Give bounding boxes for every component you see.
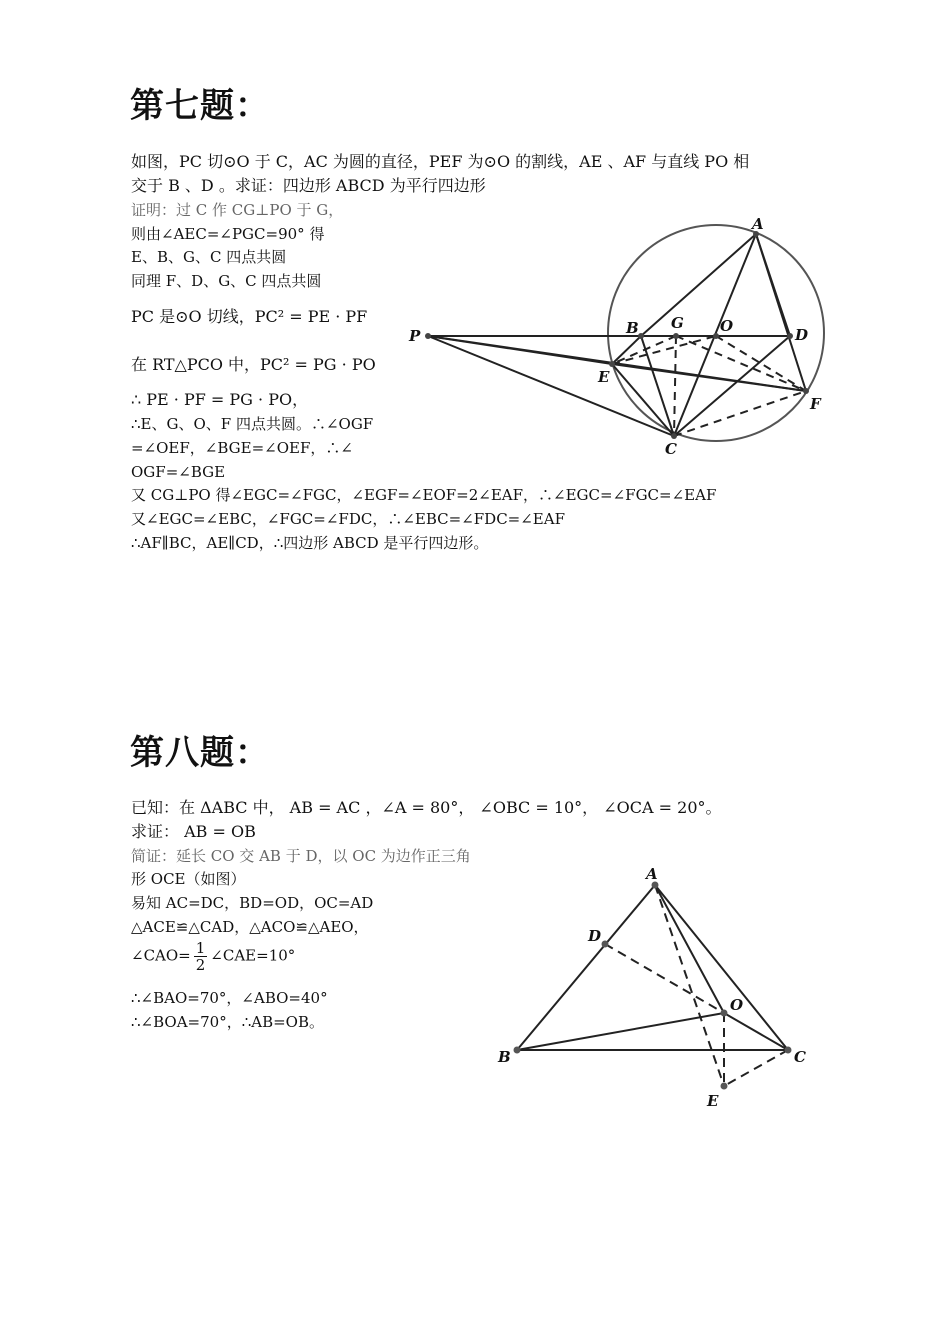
p7-line-14: 又∠EGC=∠EBC，∠FGC=∠FDC，∴∠EBC=∠FDC=∠EAF: [131, 510, 565, 528]
p7-line-10: ∴E、G、O、F 四点共圆。∴∠OGF: [131, 415, 374, 433]
label-b: B: [626, 319, 639, 337]
p7-line-11: =∠OEF，∠BGE=∠OEF，∴∠: [131, 439, 353, 457]
p7-line-13: 又 CG⊥PO 得∠EGC=∠FGC，∠EGF=∠EOF=2∠EAF，∴∠EGC=∠FGC=∠EAF: [131, 486, 717, 504]
p8-line-8: ∴∠BOA=70°，∴AB=OB。: [131, 1013, 324, 1031]
label-d: D: [795, 326, 809, 344]
label-o8: O: [730, 996, 744, 1014]
label-o: O: [720, 317, 734, 335]
p8-line-4: 形 OCE（如图）: [131, 870, 246, 888]
p8-line-5: 易知 AC=DC，BD=OD，OC=AD: [131, 894, 374, 912]
label-p: P: [409, 327, 421, 345]
label-a: A: [752, 215, 764, 233]
label-e: E: [598, 368, 610, 386]
p7-line-12: OGF=∠BGE: [131, 463, 226, 481]
p8-line-7: ∴∠BAO=70°，∠ABO=40°: [131, 989, 328, 1007]
p7-line-5: E、B、G、C 四点共圆: [131, 248, 287, 266]
p8-line-1: 已知：在 ΔABC 中， AB = AC ，∠A = 80°， ∠OBC = 10°， ∠OCA = 20°。: [131, 798, 722, 817]
p8-line-3: 简证：延长 CO 交 AB 于 D，以 OC 为边作正三角: [131, 847, 471, 865]
p7-line-7: PC 是⊙O 切线，PC² = PE · PF: [131, 307, 368, 326]
segment-bo8: [517, 1013, 724, 1050]
segment-ab8: [517, 885, 655, 1050]
dash-ae8: [655, 885, 724, 1086]
p7-line-1: 如图，PC 切⊙O 于 C，AC 为圆的直径，PEF 为⊙O 的割线，AE 、AF 与直线 PO 相: [131, 152, 750, 171]
dash-ce8: [724, 1050, 788, 1086]
p8-line-2: 求证： AB = OB: [131, 822, 256, 841]
p7-line-15: ∴AF∥BC，AE∥CD，∴四边形 ABCD 是平行四边形。: [131, 534, 489, 552]
label-c: C: [665, 440, 677, 458]
p7-line-4: 则由∠AEC=∠PGC=90° 得: [131, 225, 325, 243]
label-b8: B: [498, 1048, 511, 1066]
p7-line-9: ∴ PE · PF = PG · PO，: [131, 390, 309, 409]
segment-ac8: [655, 885, 788, 1050]
p7-line-6: 同理 F、D、G、C 四点共圆: [131, 272, 322, 290]
label-f: F: [810, 395, 821, 413]
segment-oc8: [724, 1013, 788, 1050]
p7-line-3: 证明：过 C 作 CG⊥PO 于 G，: [131, 201, 344, 219]
label-c8: C: [794, 1048, 806, 1066]
label-e8: E: [707, 1092, 719, 1110]
cao-prefix: ∠CAO=: [131, 946, 191, 965]
problem8-title: 第八题：: [130, 733, 270, 773]
label-d8: D: [588, 927, 602, 945]
p7-line-2: 交于 B 、D 。求证：四边形 ABCD 为平行四边形: [131, 176, 486, 195]
label-g: G: [671, 314, 684, 332]
p7-line-8: 在 RT△PCO 中，PC² = PG · PO: [131, 355, 376, 374]
label-a8: A: [646, 865, 658, 883]
p8-line-6: △ACE≌△CAD，△ACO≌△AEO，: [131, 918, 369, 936]
problem7-title: 第七题：: [130, 86, 270, 126]
cao-suffix: ∠CAE=10°: [210, 946, 296, 965]
fraction-one-half: $\frac{1}{2}$: [195, 939, 206, 974]
